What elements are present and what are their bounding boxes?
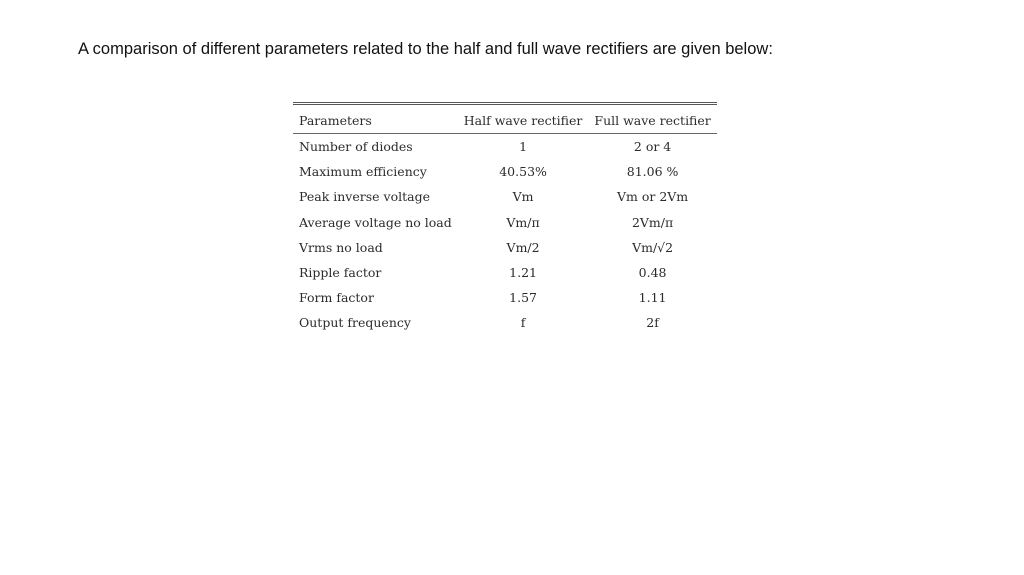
- row-label: Vrms no load: [299, 239, 383, 255]
- table-row: [293, 134, 717, 160]
- row-label: Average voltage no load: [299, 214, 452, 230]
- rectifier-comparison-table: [293, 102, 717, 338]
- header-parameters: Parameters: [293, 104, 458, 134]
- full-wave-value: 1.11: [638, 290, 667, 306]
- table-row: [293, 260, 717, 285]
- half-wave-value: f: [520, 315, 526, 331]
- row-label: Output frequency: [299, 315, 411, 331]
- full-wave-value: 2Vm/π: [631, 214, 674, 230]
- full-wave-value: Vm/√2: [632, 239, 674, 255]
- table-row: [293, 310, 717, 337]
- table-row: [293, 285, 717, 310]
- full-wave-value: Vm or 2Vm: [617, 189, 689, 205]
- full-wave-value: 0.48: [638, 265, 667, 281]
- table-row: [293, 210, 717, 235]
- row-label: Maximum efficiency: [299, 164, 427, 180]
- header-half-wave: Half wave rectifier: [458, 104, 589, 134]
- table-row: [293, 159, 717, 184]
- row-label: Ripple factor: [299, 265, 382, 281]
- table-header-row: [293, 104, 717, 134]
- half-wave-value: Vm/2: [506, 239, 540, 255]
- half-wave-value: Vm: [512, 189, 534, 205]
- header-full-wave: Full wave rectifier: [588, 104, 716, 134]
- slide-intro-text: A comparison of different parameters related to the half and full wave rectifiers are given below:: [78, 40, 773, 58]
- half-wave-value: Vm/π: [506, 214, 540, 230]
- comparison-table-container: [293, 102, 711, 338]
- table-row: [293, 184, 717, 209]
- full-wave-value: 2f: [646, 315, 659, 331]
- full-wave-value: 2 or 4: [633, 139, 672, 155]
- row-label: Peak inverse voltage: [299, 189, 430, 205]
- half-wave-value: 1.57: [509, 290, 537, 306]
- row-label: Form factor: [299, 290, 374, 306]
- half-wave-value: 1: [519, 139, 528, 155]
- half-wave-value: 40.53%: [499, 164, 547, 180]
- table-row: [293, 235, 717, 260]
- full-wave-value: 81.06 %: [626, 164, 679, 180]
- half-wave-value: 1.21: [509, 265, 537, 281]
- row-label: Number of diodes: [299, 139, 413, 155]
